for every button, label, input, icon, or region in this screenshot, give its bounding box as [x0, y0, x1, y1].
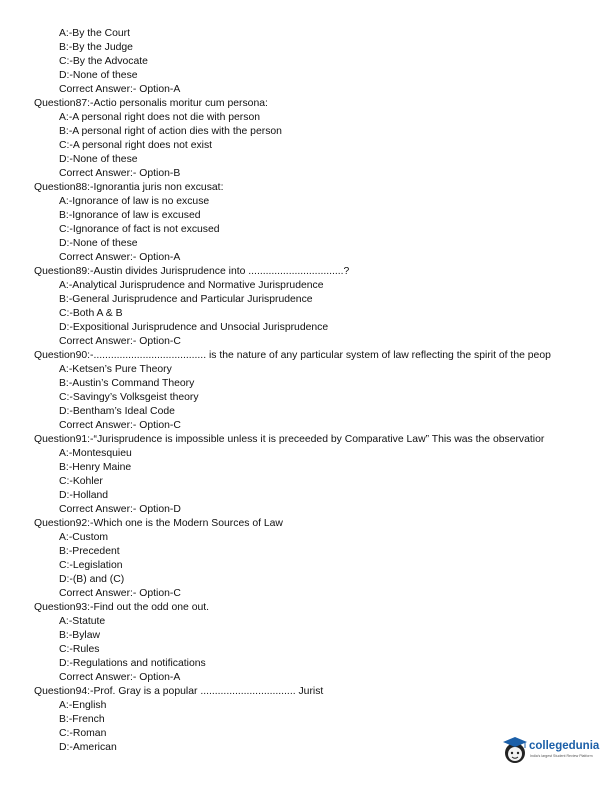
question-line: Question88:-Ignorantia juris non excusat:: [34, 182, 224, 193]
option-line: B:-Bylaw: [59, 630, 100, 641]
question-line: Question94:-Prof. Gray is a popular ................................. Jurist: [34, 686, 324, 697]
option-line: C:-Ignorance of fact is not excused: [59, 224, 220, 235]
question-line: Question87:-Actio personalis moritur cum persona:: [34, 98, 268, 109]
option-line: D:-Expositional Jurisprudence and Unsocial Jurisprudence: [59, 322, 329, 333]
option-line: B:-Ignorance of law is excused: [59, 210, 201, 221]
option-line: C:-By the Advocate: [59, 56, 148, 67]
option-line: A:-Custom: [59, 532, 109, 543]
option-line: C:-Legislation: [59, 560, 123, 571]
correct-answer-line: Correct Answer:- Option-C: [59, 420, 181, 431]
correct-answer-line: Correct Answer:- Option-C: [59, 336, 181, 347]
option-line: A:-Statute: [59, 616, 106, 627]
option-line: B:-Henry Maine: [59, 462, 132, 473]
question-line: Question90:-....................................... is the nature of any particular system of law reflecting the spirit of the peop: [34, 350, 551, 361]
option-line: C:-Savingy’s Volksgeist theory: [59, 392, 199, 403]
option-line: C:-Kohler: [59, 476, 103, 487]
option-line: D:-Regulations and notifications: [59, 658, 206, 669]
question-line: Question92:-Which one is the Modern Sources of Law: [34, 518, 283, 529]
option-line: D:-Holland: [59, 490, 109, 501]
option-line: A:-Analytical Jurisprudence and Normative Jurisprudence: [59, 280, 324, 291]
correct-answer-line: Correct Answer:- Option-A: [59, 252, 181, 263]
option-line: B:-Precedent: [59, 546, 120, 557]
option-line: A:-Montesquieu: [59, 448, 132, 459]
correct-answer-line: Correct Answer:- Option-A: [59, 672, 181, 683]
question-line: Question91:-“Jurisprudence is impossible unless it is preceeded by Comparative Law” This was the observatior: [34, 434, 545, 445]
option-line: D:-None of these: [59, 154, 138, 165]
correct-answer-line: Correct Answer:- Option-A: [59, 84, 181, 95]
option-line: D:-Bentham’s Ideal Code: [59, 406, 175, 417]
option-line: D:-None of these: [59, 238, 138, 249]
correct-answer-line: Correct Answer:- Option-D: [59, 504, 181, 515]
option-line: C:-Roman: [59, 728, 107, 739]
graduation-cap-icon: [502, 735, 528, 765]
option-line: D:-None of these: [59, 70, 138, 81]
option-line: B:-Austin’s Command Theory: [59, 378, 195, 389]
option-line: C:-A personal right does not exist: [59, 140, 213, 151]
option-line: A:-Ignorance of law is no excuse: [59, 196, 210, 207]
option-line: C:-Rules: [59, 644, 100, 655]
option-line: B:-A personal right of action dies with the person: [59, 126, 282, 137]
question-line: Question89:-Austin divides Jurisprudence into .................................?: [34, 266, 350, 277]
option-line: A:-English: [59, 700, 107, 711]
option-line: D:-American: [59, 742, 117, 753]
option-line: D:-(B) and (C): [59, 574, 125, 585]
option-line: C:-Both A & B: [59, 308, 123, 319]
collegedunia-logo: [502, 733, 613, 769]
question-line: Question93:-Find out the odd one out.: [34, 602, 210, 613]
option-line: B:-French: [59, 714, 105, 725]
option-line: A:-By the Court: [59, 28, 131, 39]
option-line: A:-Ketsen’s Pure Theory: [59, 364, 172, 375]
correct-answer-line: Correct Answer:- Option-C: [59, 588, 181, 599]
correct-answer-line: Correct Answer:- Option-B: [59, 168, 181, 179]
option-line: B:-General Jurisprudence and Particular Jurisprudence: [59, 294, 313, 305]
logo-wordmark: collegedunia: [529, 740, 600, 752]
option-line: B:-By the Judge: [59, 42, 133, 53]
option-line: A:-A personal right does not die with person: [59, 112, 261, 123]
logo-tagline: India's largest Student Review Platform: [530, 754, 593, 758]
question-list: [0, 27, 613, 755]
